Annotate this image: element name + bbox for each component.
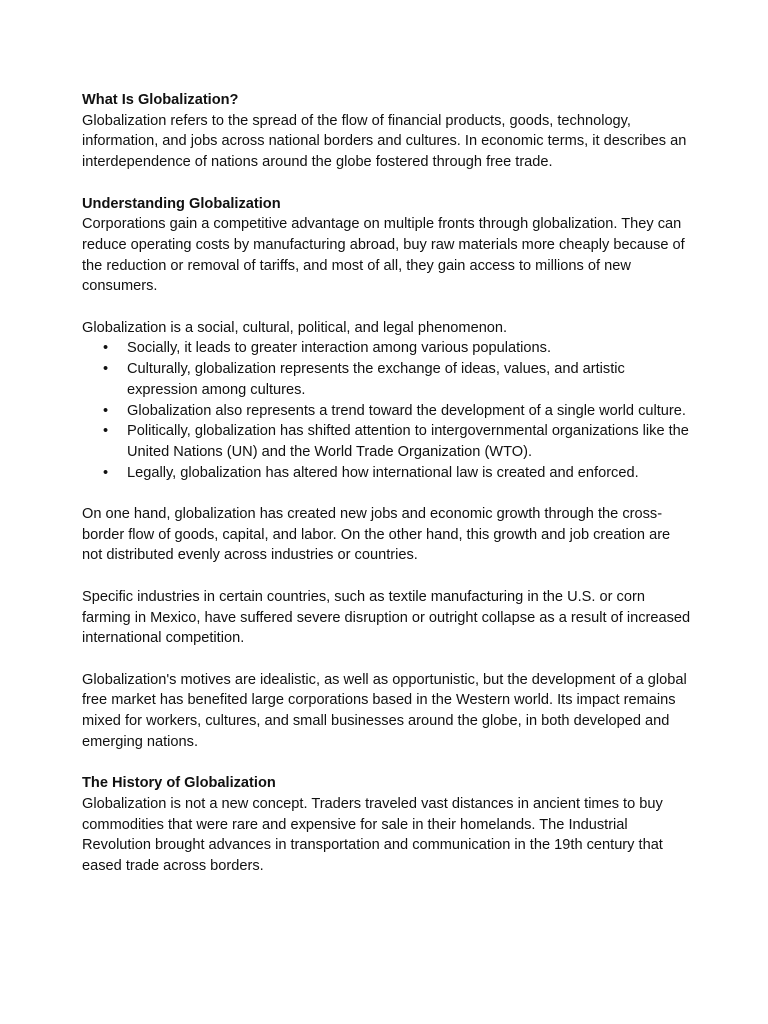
list-item-text: Socially, it leads to greater interaction among various populations. [127,340,551,357]
paragraph-competitive-advantage: Corporations gain a competitive advantage on multiple fronts through globalization. They can reduce operating costs by manufacturing abroad, buy raw materials more cheaply because of the reduction or removal of tariffs, and most of all, they gain access to millions of new consumers. [82,216,685,295]
list-item [82,463,692,484]
paragraph-list-intro: Globalization is a social, cultural, political, and legal phenomenon. [82,319,508,336]
spacer [82,752,692,773]
list-item [82,359,692,400]
list-item-text: Globalization also represents a trend toward the development of a single world culture. [127,402,686,419]
spacer [82,566,692,587]
heading-understanding-globalization: Understanding Globalization [82,195,281,212]
paragraph-industries: Specific industries in certain countries, such as textile manufacturing in the U.S. or corn farming in Mexico, have suffered severe disruption or outright collapse as a result of increased international competition. [82,588,691,647]
heading-what-is-globalization: What Is Globalization? [82,92,239,108]
list-item [82,338,692,359]
list-item-text: Culturally, globalization represents the exchange of ideas, values, and artistic expression among cultures. [127,361,625,398]
paragraph-definition: Globalization refers to the spread of the flow of financial products, goods, technology, information, and jobs across national borders and cultures. In economic terms, it describes an interdependence of nations around the globe fostered through free trade. [82,112,687,171]
list-item [82,401,692,422]
bullet-icon: • [103,402,109,419]
spacer [82,649,692,670]
list-item [82,421,692,462]
spacer [82,483,692,504]
spacer [82,173,692,194]
list-item-text: Legally, globalization has altered how international law is created and enforced. [127,464,639,481]
document-page [82,90,692,877]
paragraph-history: Globalization is not a new concept. Traders traveled vast distances in ancient times to buy commodities that were rare and expensive for sale in their homelands. The Industrial Revolution brought advances in transportation and communication in the 19th century that eased trade across borders. [82,795,663,874]
bullet-list [82,338,692,483]
bullet-icon: • [103,423,109,440]
paragraph-jobs-growth: On one hand, globalization has created new jobs and economic growth through the cross-border flow of goods, capital, and labor. On the other hand, this growth and job creation are not distributed evenly across industries or countries. [82,506,671,564]
bullet-icon: • [103,464,109,481]
list-item-text: Politically, globalization has shifted attention to intergovernmental organizations like the United Nations (UN) and the World Trade Organization (WTO). [127,423,689,460]
bullet-icon: • [103,340,109,357]
bullet-icon: • [103,361,109,378]
heading-history-of-globalization: The History of Globalization [82,775,276,792]
spacer [82,297,692,318]
paragraph-motives: Globalization's motives are idealistic, as well as opportunistic, but the development of a global free market has benefited large corporations based in the Western world. Its impact remains mixed for workers, cultures, and small businesses around the globe, in both developed and emerging nations. [82,671,687,750]
